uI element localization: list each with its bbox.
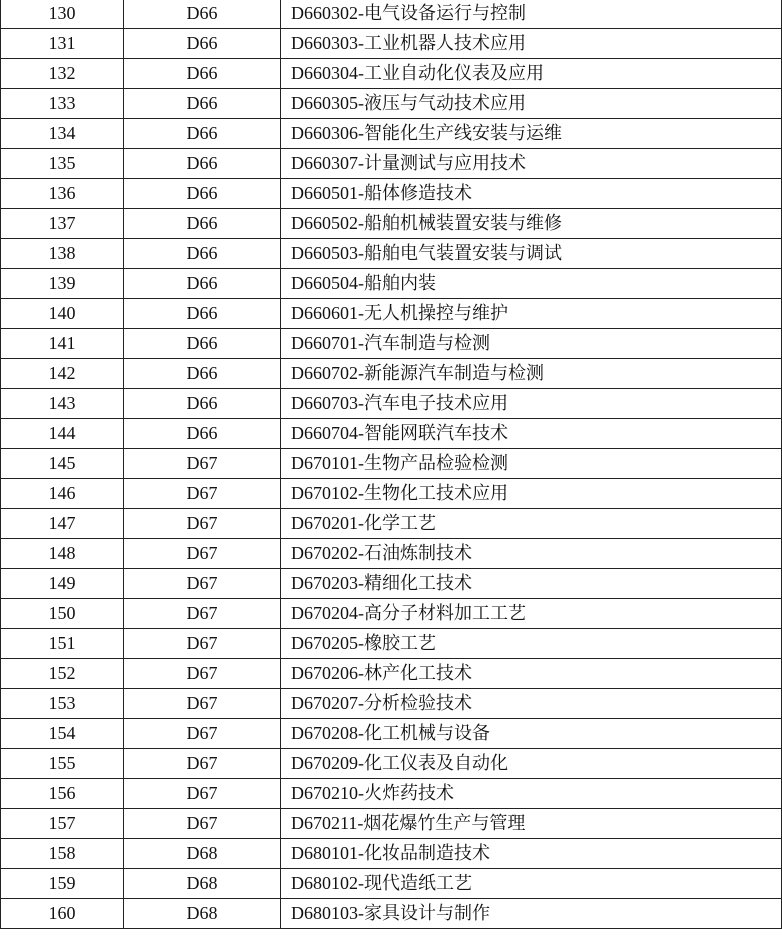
table-row (1, 809, 782, 839)
category-code-cell: D67 (124, 599, 281, 629)
category-code-cell: D67 (124, 809, 281, 839)
program-name-cell: D670201-化学工艺 (281, 509, 782, 539)
category-code-cell: D66 (124, 389, 281, 419)
category-code-cell: D67 (124, 479, 281, 509)
row-number-cell: 148 (1, 539, 124, 569)
category-code-cell: D66 (124, 329, 281, 359)
row-number-cell: 145 (1, 449, 124, 479)
program-name-cell: D680101-化妆品制造技术 (281, 839, 782, 869)
table-row (1, 329, 782, 359)
row-number-cell: 136 (1, 179, 124, 209)
row-number-cell: 142 (1, 359, 124, 389)
category-code-cell: D67 (124, 689, 281, 719)
row-number-cell: 157 (1, 809, 124, 839)
program-name-cell: D660306-智能化生产线安装与运维 (281, 119, 782, 149)
program-name-cell: D660703-汽车电子技术应用 (281, 389, 782, 419)
table-row (1, 539, 782, 569)
category-code-cell: D66 (124, 299, 281, 329)
program-name-cell: D660704-智能网联汽车技术 (281, 419, 782, 449)
table-row (1, 239, 782, 269)
row-number-cell: 158 (1, 839, 124, 869)
row-number-cell: 133 (1, 89, 124, 119)
program-name-cell: D660502-船舶机械装置安装与维修 (281, 209, 782, 239)
category-code-cell: D67 (124, 719, 281, 749)
row-number-cell: 139 (1, 269, 124, 299)
table-row (1, 389, 782, 419)
table-row (1, 719, 782, 749)
program-name-cell: D670208-化工机械与设备 (281, 719, 782, 749)
row-number-cell: 144 (1, 419, 124, 449)
category-code-cell: D67 (124, 749, 281, 779)
program-name-cell: D660701-汽车制造与检测 (281, 329, 782, 359)
table-row (1, 599, 782, 629)
program-name-cell: D670102-生物化工技术应用 (281, 479, 782, 509)
row-number-cell: 147 (1, 509, 124, 539)
category-code-cell: D66 (124, 149, 281, 179)
category-code-cell: D67 (124, 539, 281, 569)
row-number-cell: 155 (1, 749, 124, 779)
row-number-cell: 152 (1, 659, 124, 689)
category-code-cell: D68 (124, 869, 281, 899)
category-code-cell: D66 (124, 419, 281, 449)
table-row (1, 899, 782, 929)
row-number-cell: 132 (1, 59, 124, 89)
program-name-cell: D670205-橡胶工艺 (281, 629, 782, 659)
category-code-cell: D66 (124, 269, 281, 299)
table-row (1, 839, 782, 869)
category-code-cell: D67 (124, 629, 281, 659)
table-row (1, 479, 782, 509)
table-row (1, 149, 782, 179)
category-code-cell: D66 (124, 89, 281, 119)
table-row (1, 29, 782, 59)
program-name-cell: D670203-精细化工技术 (281, 569, 782, 599)
row-number-cell: 156 (1, 779, 124, 809)
category-code-cell: D66 (124, 59, 281, 89)
category-code-cell: D66 (124, 359, 281, 389)
category-code-cell: D66 (124, 119, 281, 149)
row-number-cell: 153 (1, 689, 124, 719)
category-code-cell: D66 (124, 179, 281, 209)
table-row (1, 689, 782, 719)
category-code-cell: D67 (124, 509, 281, 539)
program-name-cell: D660307-计量测试与应用技术 (281, 149, 782, 179)
program-name-cell: D670206-林产化工技术 (281, 659, 782, 689)
program-name-cell: D660601-无人机操控与维护 (281, 299, 782, 329)
program-table-body (1, 0, 782, 929)
program-name-cell: D660504-船舶内装 (281, 269, 782, 299)
row-number-cell: 134 (1, 119, 124, 149)
category-code-cell: D67 (124, 569, 281, 599)
category-code-cell: D67 (124, 779, 281, 809)
row-number-cell: 159 (1, 869, 124, 899)
category-code-cell: D66 (124, 0, 281, 29)
row-number-cell: 140 (1, 299, 124, 329)
row-number-cell: 137 (1, 209, 124, 239)
row-number-cell: 146 (1, 479, 124, 509)
table-row (1, 209, 782, 239)
row-number-cell: 150 (1, 599, 124, 629)
row-number-cell: 151 (1, 629, 124, 659)
table-row (1, 119, 782, 149)
row-number-cell: 135 (1, 149, 124, 179)
category-code-cell: D67 (124, 449, 281, 479)
program-name-cell: D660302-电气设备运行与控制 (281, 0, 782, 29)
program-name-cell: D660305-液压与气动技术应用 (281, 89, 782, 119)
table-row (1, 89, 782, 119)
table-row (1, 359, 782, 389)
program-name-cell: D660304-工业自动化仪表及应用 (281, 59, 782, 89)
row-number-cell: 138 (1, 239, 124, 269)
program-name-cell: D670204-高分子材料加工工艺 (281, 599, 782, 629)
table-row (1, 869, 782, 899)
program-name-cell: D680102-现代造纸工艺 (281, 869, 782, 899)
program-name-cell: D670207-分析检验技术 (281, 689, 782, 719)
row-number-cell: 141 (1, 329, 124, 359)
table-row (1, 59, 782, 89)
program-name-cell: D670101-生物产品检验检测 (281, 449, 782, 479)
table-row (1, 449, 782, 479)
program-name-cell: D660503-船舶电气装置安装与调试 (281, 239, 782, 269)
table-row (1, 179, 782, 209)
table-row (1, 299, 782, 329)
category-code-cell: D66 (124, 209, 281, 239)
row-number-cell: 149 (1, 569, 124, 599)
program-name-cell: D660501-船体修造技术 (281, 179, 782, 209)
table-row (1, 419, 782, 449)
row-number-cell: 154 (1, 719, 124, 749)
category-code-cell: D66 (124, 29, 281, 59)
program-name-cell: D660702-新能源汽车制造与检测 (281, 359, 782, 389)
program-name-cell: D660303-工业机器人技术应用 (281, 29, 782, 59)
program-name-cell: D670202-石油炼制技术 (281, 539, 782, 569)
category-code-cell: D66 (124, 239, 281, 269)
program-name-cell: D670210-火炸药技术 (281, 779, 782, 809)
table-row (1, 0, 782, 29)
row-number-cell: 143 (1, 389, 124, 419)
table-row (1, 569, 782, 599)
row-number-cell: 131 (1, 29, 124, 59)
row-number-cell: 160 (1, 899, 124, 929)
category-code-cell: D67 (124, 659, 281, 689)
table-row (1, 749, 782, 779)
table-row (1, 269, 782, 299)
program-name-cell: D670209-化工仪表及自动化 (281, 749, 782, 779)
category-code-cell: D68 (124, 839, 281, 869)
table-row (1, 659, 782, 689)
category-code-cell: D68 (124, 899, 281, 929)
program-name-cell: D680103-家具设计与制作 (281, 899, 782, 929)
row-number-cell: 130 (1, 0, 124, 29)
table-row (1, 509, 782, 539)
program-name-cell: D670211-烟花爆竹生产与管理 (281, 809, 782, 839)
table-row (1, 629, 782, 659)
table-row (1, 779, 782, 809)
